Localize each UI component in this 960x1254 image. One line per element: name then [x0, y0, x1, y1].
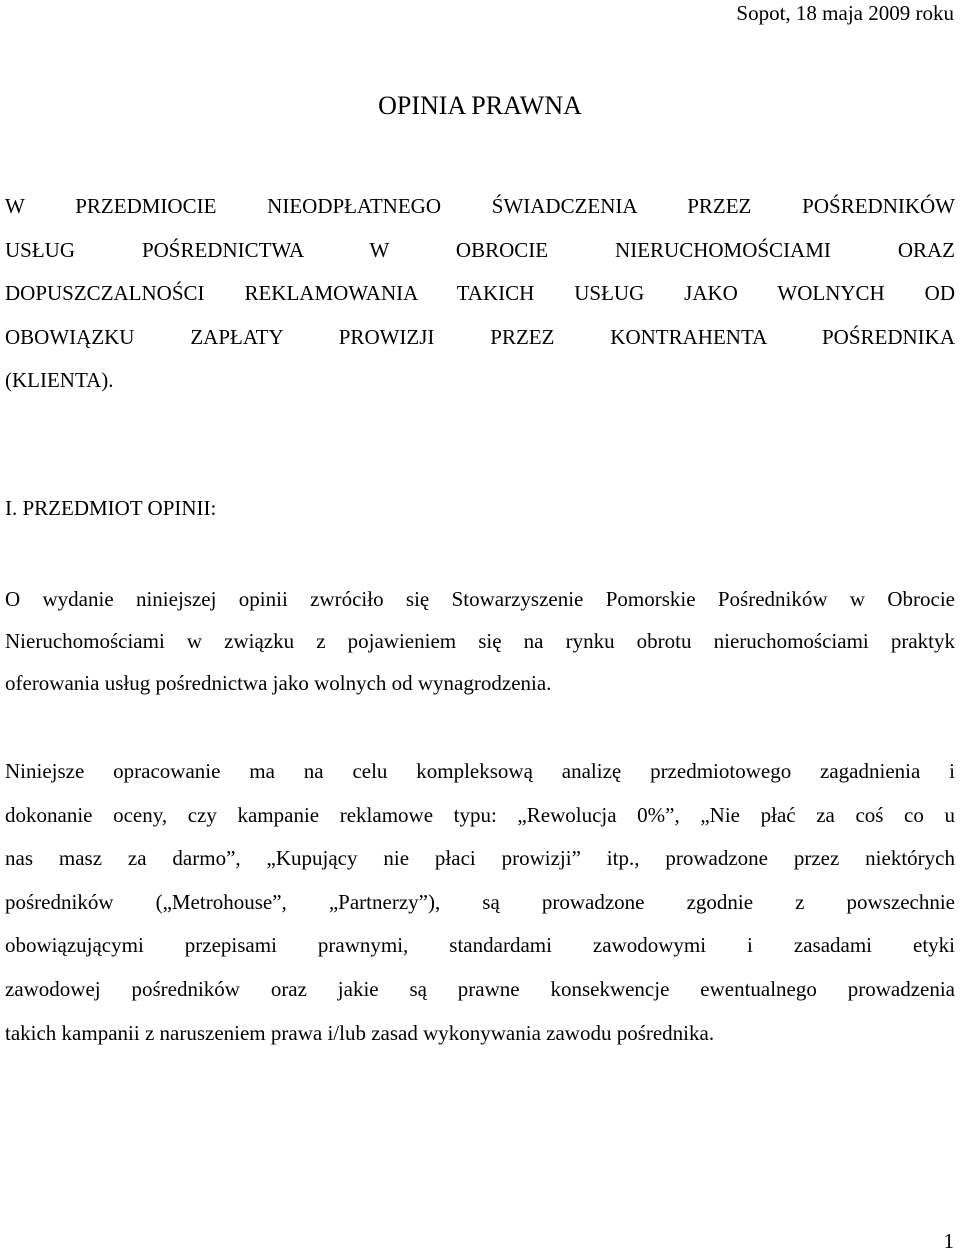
paragraph-line: pośredników („Metrohouse”, „Partnerzy”), są prowadzone zgodnie z powszechnie [5, 889, 955, 914]
paragraph-line: obowiązującymi przepisami prawnymi, standardami zawodowymi i zasadami etyki [5, 933, 955, 958]
document-subject [5, 185, 955, 403]
paragraph-line: takich kampanii z naruszeniem prawa i/lub zasad wykonywania zawodu pośrednika. [5, 1020, 715, 1045]
paragraph-line: Niniejsze opracowanie ma na celu kompleksową analizę przedmiotowego zagadnienia i [5, 759, 955, 783]
paragraph-purpose [5, 750, 955, 1055]
paragraph-line: oferowania usług pośrednictwa jako wolnych od wynagrodzenia. [5, 671, 552, 695]
subject-line: (KLIENTA). [5, 368, 114, 392]
section-heading: I. PRZEDMIOT OPINII: [5, 496, 217, 520]
paragraph-line: zawodowej pośredników oraz jakie są prawne konsekwencje ewentualnego prowadzenia [5, 976, 955, 1001]
paragraph-line: Nieruchomościami w związku z pojawieniem się na rynku obrotu nieruchomościami praktyk [5, 629, 955, 653]
document-date: Sopot, 18 maja 2009 roku [736, 1, 954, 25]
subject-line: OBOWIĄZKU ZAPŁATY PROWIZJI PRZEZ KONTRAHENTA POŚREDNIKA [5, 324, 955, 349]
paragraph-request [5, 578, 955, 704]
subject-line: W PRZEDMIOCIE NIEODPŁATNEGO ŚWIADCZENIA PRZEZ POŚREDNIKÓW [5, 194, 955, 218]
subject-line: USŁUG POŚREDNICTWA W OBROCIE NIERUCHOMOŚCIAMI ORAZ [5, 237, 955, 262]
paragraph-line: O wydanie niniejszej opinii zwróciło się Stowarzyszenie Pomorskie Pośredników w Obrocie [5, 587, 955, 611]
page-number: 1 [943, 1229, 954, 1253]
paragraph-line: dokonanie oceny, czy kampanie reklamowe typu: „Rewolucja 0%”, „Nie płać za coś co u [5, 802, 955, 827]
document-title: OPINIA PRAWNA [378, 91, 582, 120]
paragraph-line: nas masz za darmo”, „Kupujący nie płaci prowizji” itp., prowadzone przez niektórych [5, 846, 955, 871]
subject-line: DOPUSZCZALNOŚCI REKLAMOWANIA TAKICH USŁUG JAKO WOLNYCH OD [5, 281, 955, 305]
